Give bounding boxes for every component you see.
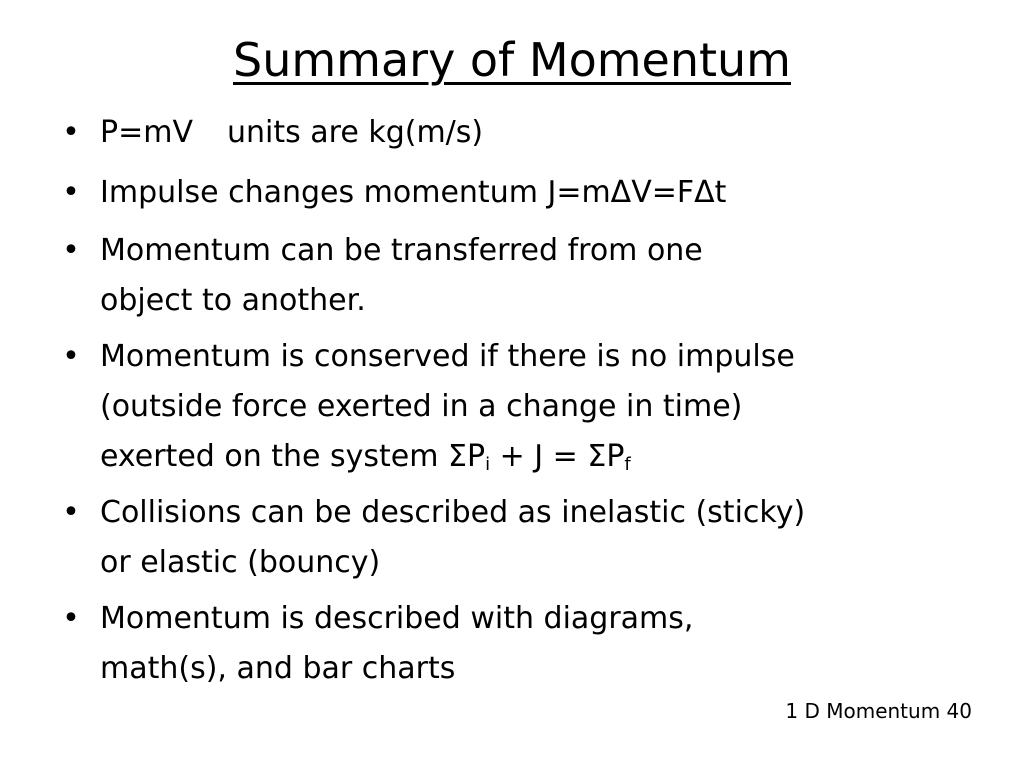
collisions-line-1: Collisions can be described as inelastic (sticky)	[100, 495, 806, 530]
bullet-dot-icon: •	[62, 601, 80, 636]
bullet-dot-icon: •	[62, 175, 80, 210]
bullet-item-conservation	[56, 332, 976, 482]
bullet-list	[56, 106, 976, 700]
collisions-line-2: or elastic (bouncy)	[100, 545, 381, 580]
conservation-equation-mid: + J = ΣP	[490, 439, 625, 474]
bullet-dot-icon: •	[62, 233, 80, 268]
slide-title: Summary of Momentum	[233, 33, 791, 87]
transfer-line-2: object to another.	[100, 283, 366, 318]
transfer-line-1: Momentum can be transferred from one	[100, 233, 703, 268]
momentum-formula: P=mV	[100, 115, 193, 150]
bullet-item-description	[56, 594, 976, 694]
bullet-item-impulse	[56, 166, 976, 220]
bullet-item-transfer	[56, 226, 976, 326]
momentum-units: units are kg(m/s)	[226, 115, 484, 150]
conservation-line-1: Momentum is conserved if there is no impulse	[100, 339, 795, 374]
bullet-dot-icon: •	[62, 339, 80, 374]
bullet-item-collisions	[56, 488, 976, 588]
bullet-dot-icon: •	[62, 495, 80, 530]
conservation-line-3	[100, 432, 976, 482]
subscript-initial: i	[485, 454, 491, 475]
impulse-text: Impulse changes momentum J=mΔV=FΔt	[100, 175, 727, 210]
conservation-equation-start: exerted on the system ΣP	[100, 439, 486, 474]
conservation-line-2: (outside force exerted in a change in time)	[100, 389, 743, 424]
bullet-dot-icon: •	[62, 115, 80, 150]
subscript-final: f	[624, 454, 631, 475]
bullet-item-momentum-formula	[56, 106, 976, 160]
description-line-2: math(s), and bar charts	[100, 651, 456, 686]
description-line-1: Momentum is described with diagrams,	[100, 601, 694, 636]
slide-footer: 1 D Momentum 40	[785, 699, 972, 723]
